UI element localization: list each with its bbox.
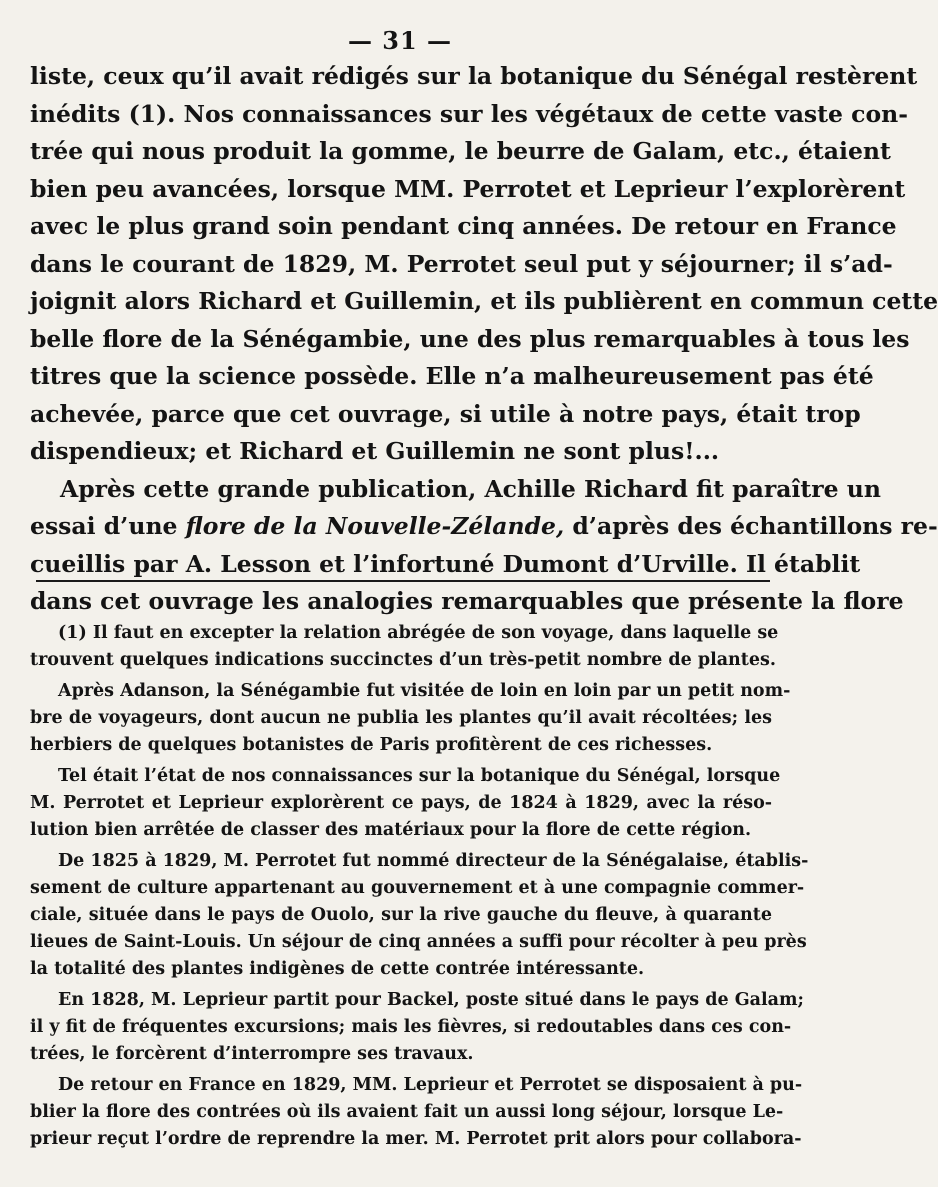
text-line: joignit alors Richard et Guillemin, et ils publièrent en commun cette [30,287,938,315]
text-line: Après cette grande publication, Achille Richard fit paraître un [60,474,881,503]
footnote-line: blier la flore des contrées où ils avaient fait un aussi long séjour, lorsque Le- [30,1102,784,1122]
text-line: titres que la science possède. Elle n’a malheureusement pas été [30,362,874,390]
footnote-line: herbiers de quelques botanistes de Paris profitèrent de ces richesses. [30,735,713,755]
footnote-line: De 1825 à 1829, M. Perrotet fut nommé directeur de la Sénégalaise, établis- [58,851,809,871]
footnote-line: (1) Il faut en excepter la relation abrégée de son voyage, dans laquelle se [58,623,779,643]
text-line: inédits (1). Nos connaissances sur les végétaux de cette vaste con- [30,99,908,128]
footnote-line: De retour en France en 1829, MM. Leprieur et Perrotet se disposaient à pu- [58,1075,803,1095]
text-line: belle flore de la Sénégambie, une des plus remarquables à tous les [30,324,910,353]
text-line: achevée, parce que cet ouvrage, si utile à notre pays, était trop [30,399,861,428]
footnote-line: lution bien arrêtée de classer des matériaux pour la flore de cette région. [30,820,752,840]
text-line: dans cet ouvrage les analogies remarquables que présente la flore [30,587,904,615]
footnotes [30,620,809,1153]
text-line: cueillis par A. Lesson et l’infortuné Dumont d’Urville. Il établit [30,549,861,578]
footnote-line: bre de voyageurs, dont aucun ne publia les plantes qu’il avait récoltées; les [30,708,772,728]
text-line: dans le courant de 1829, M. Perrotet seul put y séjourner; il s’ad- [30,249,893,278]
footnote-line: ciale, située dans le pays de Ouolo, sur la rive gauche du fleuve, à quarante [30,905,772,925]
footnote-line: Après Adanson, la Sénégambie fut visitée de loin en loin par un petit nom- [58,681,791,701]
footnote-line: sement de culture appartenant au gouvernement et à une compagnie commer- [30,878,805,898]
text-line: dispendieux; et Richard et Guillemin ne sont plus!... [30,437,720,465]
text-line: trée qui nous produit la gomme, le beurre de Galam, etc., étaient [30,137,891,165]
footnote-line: la totalité des plantes indigènes de cette contrée intéressante. [30,959,645,979]
text-segment: essai d’une [30,512,178,540]
main-text [30,58,938,621]
page-number: — 31 — [347,26,453,55]
text-line: bien peu avancées, lorsque MM. Perrotet et Leprieur l’explorèrent [30,174,906,203]
footnote-line: il y fit de fréquentes excursions; mais les fièvres, si redoutables dans ces con- [30,1017,792,1037]
footnote-line: lieues de Saint-Louis. Un séjour de cinq années a suffi pour récolter à peu près [30,932,807,952]
text-line: avec le plus grand soin pendant cinq années. De retour en France [30,212,897,240]
footnote-line: prieur reçut l’ordre de reprendre la mer. M. Perrotet prit alors pour collabora- [30,1129,802,1149]
footnote-line: trées, le forcèrent d’interrompre ses travaux. [30,1044,474,1064]
footnote-line: trouvent quelques indications succinctes d’un très-petit nombre de plantes. [30,650,776,670]
text-segment: d’après des échantillons re- [572,512,938,540]
italic-title: flore de la Nouvelle-Zélande, [185,512,565,540]
footnote-line: M. Perrotet et Leprieur explorèrent ce pays, de 1824 à 1829, avec la réso- [30,793,772,813]
text-line: liste, ceux qu’il avait rédigés sur la botanique du Sénégal restèrent [30,62,918,90]
footnote-line: En 1828, M. Leprieur partit pour Backel, poste situé dans le pays de Galam; [58,990,804,1010]
footnote-divider [36,580,770,582]
footnote-line: Tel était l’état de nos connaissances sur la botanique du Sénégal, lorsque [58,766,781,786]
text-line [30,508,938,546]
